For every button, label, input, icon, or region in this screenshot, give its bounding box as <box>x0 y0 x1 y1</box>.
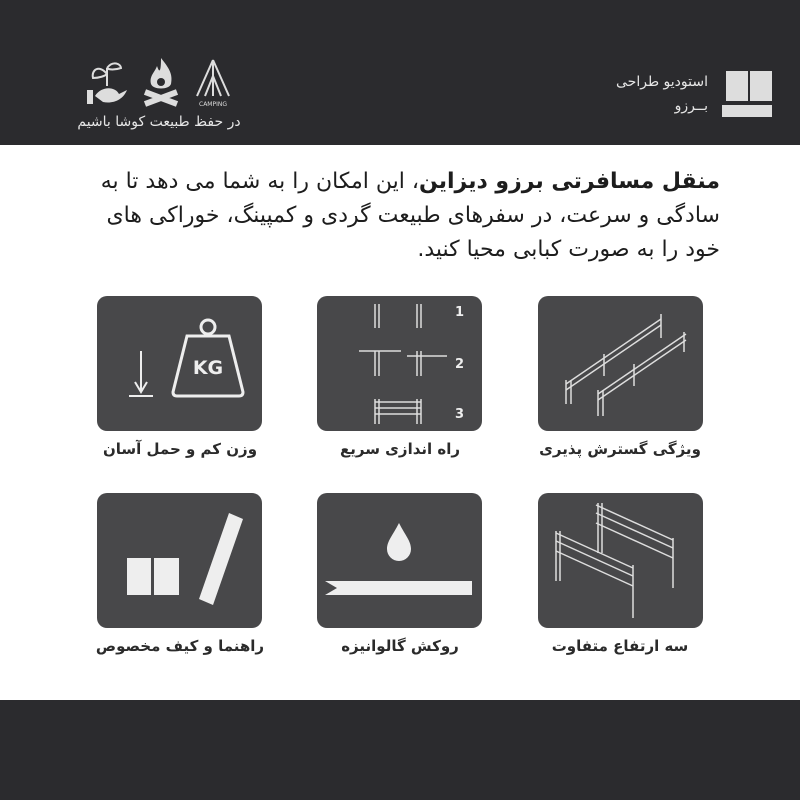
step-number: 2 <box>455 357 465 372</box>
kg-text: KG <box>192 357 224 379</box>
tent-camping-icon <box>193 56 233 108</box>
extendable-grill-icon <box>546 304 696 424</box>
feature-card-manual-bag <box>97 493 262 628</box>
feature-card-weight <box>97 296 262 431</box>
step-number: 1 <box>455 305 465 320</box>
feature-card-extendable <box>538 296 703 431</box>
feature-card-three-heights <box>538 493 703 628</box>
step-number: 3 <box>455 407 465 422</box>
feature-card-quick-setup <box>317 296 482 431</box>
camping-label: CAMPING <box>199 101 227 108</box>
manual-and-bag-icon <box>97 493 262 628</box>
feature-card-galvanized <box>317 493 482 628</box>
feature-label: راه اندازی سریع <box>340 440 460 458</box>
plant-in-hand-icon <box>85 56 129 108</box>
eco-badge <box>64 56 254 130</box>
quick-setup-steps-icon <box>317 296 482 431</box>
feature-label: ویژگی گسترش پذیری <box>539 440 701 458</box>
weight-kg-icon <box>97 296 262 431</box>
feature-label: راهنما و کیف مخصوص <box>95 637 265 655</box>
slogan: در حفظ طبیعت کوشا باشیم <box>77 114 241 130</box>
brand-line1: استودیو طراحی <box>616 74 708 90</box>
brand <box>616 70 772 118</box>
footer <box>0 700 800 800</box>
feature-label: سه ارتفاع متفاوت <box>551 637 689 655</box>
intro-bold: منقل مسافرتی برزو دیزاین <box>418 169 720 194</box>
brand-line2: بــرزو <box>674 98 708 114</box>
intro-paragraph <box>70 165 720 267</box>
three-heights-icon <box>538 493 703 628</box>
intro-rest: ، این امکان را به شما می دهد تا به سادگی و سرعت، در سفرهای طبیعت گردی و کمپینگ، خوراکی های خود را به صورت کبابی محیا کنید. <box>100 169 720 262</box>
feature-label: روکش گالوانیزه <box>341 637 459 655</box>
galvanized-coating-icon <box>317 493 482 628</box>
feature-label: وزن کم و حمل آسان <box>102 440 258 458</box>
campfire-icon <box>141 56 181 108</box>
brand-logo-icon <box>722 71 772 117</box>
header <box>0 0 800 145</box>
